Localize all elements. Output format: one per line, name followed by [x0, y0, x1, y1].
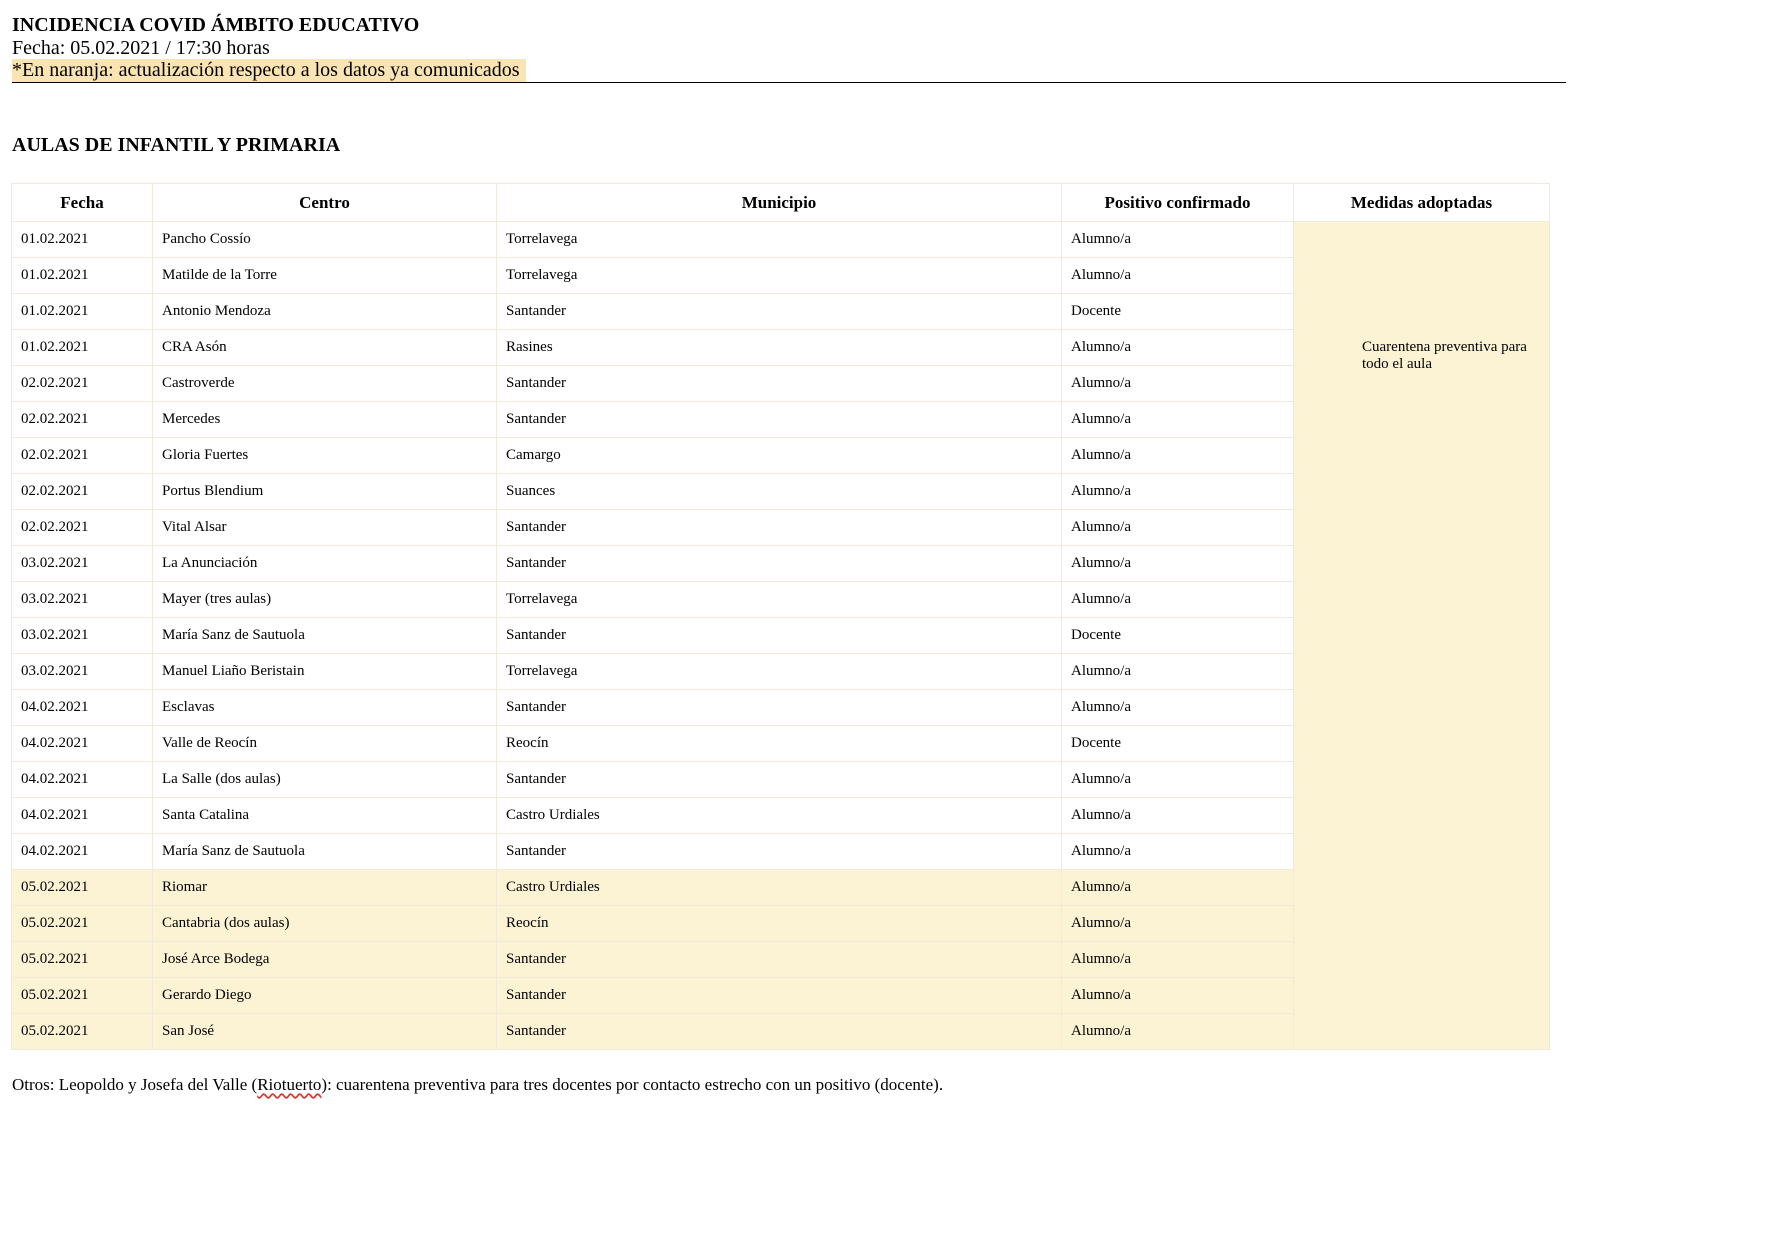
footer-prefix: Otros: Leopoldo y Josefa del Valle (: [12, 1075, 258, 1094]
cell-positivo: Alumno/a: [1062, 798, 1294, 834]
cell-positivo: Docente: [1062, 726, 1294, 762]
cell-municipio: Torrelavega: [497, 654, 1062, 690]
cell-municipio: Camargo: [497, 438, 1062, 474]
cell-positivo: Alumno/a: [1062, 906, 1294, 942]
cell-centro: Mayer (tres aulas): [153, 582, 497, 618]
cell-municipio: Santander: [497, 942, 1062, 978]
cell-municipio: Suances: [497, 474, 1062, 510]
cell-centro: Santa Catalina: [153, 798, 497, 834]
table-header-row: [12, 184, 1550, 222]
cell-fecha: 02.02.2021: [12, 438, 153, 474]
cell-positivo: Alumno/a: [1062, 546, 1294, 582]
document-header: [12, 14, 1566, 83]
cell-municipio: Santander: [497, 762, 1062, 798]
cell-fecha: 05.02.2021: [12, 870, 153, 906]
cell-positivo: Alumno/a: [1062, 978, 1294, 1014]
cell-municipio: Torrelavega: [497, 258, 1062, 294]
cell-positivo: Alumno/a: [1062, 834, 1294, 870]
cell-centro: Esclavas: [153, 690, 497, 726]
cell-centro: San José: [153, 1014, 497, 1050]
cell-municipio: Santander: [497, 690, 1062, 726]
cell-fecha: 01.02.2021: [12, 222, 153, 258]
section-title: AULAS DE INFANTIL Y PRIMARIA: [12, 134, 341, 156]
cell-centro: CRA Asón: [153, 330, 497, 366]
cell-positivo: Alumno/a: [1062, 582, 1294, 618]
cell-centro: Antonio Mendoza: [153, 294, 497, 330]
cell-municipio: Santander: [497, 618, 1062, 654]
cell-municipio: Torrelavega: [497, 582, 1062, 618]
cell-positivo: Alumno/a: [1062, 258, 1294, 294]
cell-fecha: 03.02.2021: [12, 546, 153, 582]
cell-centro: Matilde de la Torre: [153, 258, 497, 294]
cell-centro: Mercedes: [153, 402, 497, 438]
document-title: INCIDENCIA COVID ÁMBITO EDUCATIVO: [12, 14, 420, 36]
cell-fecha: 02.02.2021: [12, 402, 153, 438]
cell-positivo: Alumno/a: [1062, 942, 1294, 978]
cell-positivo: Alumno/a: [1062, 366, 1294, 402]
cell-centro: Vital Alsar: [153, 510, 497, 546]
column-header-fecha: Fecha: [12, 184, 153, 222]
cell-fecha: 05.02.2021: [12, 1014, 153, 1050]
cell-municipio: Santander: [497, 834, 1062, 870]
cell-municipio: Castro Urdiales: [497, 870, 1062, 906]
table-body: [12, 222, 1550, 1050]
cell-centro: La Salle (dos aulas): [153, 762, 497, 798]
cell-municipio: Santander: [497, 366, 1062, 402]
cell-fecha: 01.02.2021: [12, 294, 153, 330]
cell-fecha: 02.02.2021: [12, 474, 153, 510]
cell-centro: Gerardo Diego: [153, 978, 497, 1014]
cell-positivo: Alumno/a: [1062, 438, 1294, 474]
cell-centro: Riomar: [153, 870, 497, 906]
cell-fecha: 03.02.2021: [12, 654, 153, 690]
cell-fecha: 04.02.2021: [12, 726, 153, 762]
cell-fecha: 02.02.2021: [12, 366, 153, 402]
cell-municipio: Reocín: [497, 906, 1062, 942]
cell-municipio: Santander: [497, 510, 1062, 546]
incidence-table: [11, 183, 1550, 1050]
update-note: *En naranja: actualización respecto a los datos ya comunicados: [12, 59, 526, 82]
cell-municipio: Santander: [497, 546, 1062, 582]
cell-positivo: Alumno/a: [1062, 654, 1294, 690]
column-header-medidas: Medidas adoptadas: [1294, 184, 1550, 222]
cell-fecha: 03.02.2021: [12, 618, 153, 654]
cell-fecha: 01.02.2021: [12, 330, 153, 366]
cell-municipio: Torrelavega: [497, 222, 1062, 258]
cell-positivo: Alumno/a: [1062, 762, 1294, 798]
cell-positivo: Alumno/a: [1062, 1014, 1294, 1050]
cell-positivo: Alumno/a: [1062, 474, 1294, 510]
cell-municipio: Santander: [497, 294, 1062, 330]
cell-fecha: 01.02.2021: [12, 258, 153, 294]
cell-positivo: Alumno/a: [1062, 690, 1294, 726]
cell-positivo: Alumno/a: [1062, 222, 1294, 258]
cell-positivo: Alumno/a: [1062, 510, 1294, 546]
cell-municipio: Castro Urdiales: [497, 798, 1062, 834]
cell-municipio: Santander: [497, 1014, 1062, 1050]
cell-positivo: Docente: [1062, 294, 1294, 330]
cell-centro: Pancho Cossío: [153, 222, 497, 258]
cell-positivo: Docente: [1062, 618, 1294, 654]
footer-suffix: ): cuarentena preventiva para tres docentes por contacto estrecho con un positivo (docente).: [321, 1075, 944, 1094]
cell-centro: La Anunciación: [153, 546, 497, 582]
report-date: Fecha: 05.02.2021 / 17:30 horas: [12, 36, 270, 59]
cell-fecha: 05.02.2021: [12, 906, 153, 942]
cell-centro: Castroverde: [153, 366, 497, 402]
cell-centro: Portus Blendium: [153, 474, 497, 510]
cell-centro: María Sanz de Sautuola: [153, 834, 497, 870]
column-header-positivo: Positivo confirmado: [1062, 184, 1294, 222]
footer-note: [12, 1075, 943, 1095]
column-header-municipio: Municipio: [497, 184, 1062, 222]
table-row: [12, 222, 1550, 258]
cell-centro: María Sanz de Sautuola: [153, 618, 497, 654]
cell-municipio: Santander: [497, 402, 1062, 438]
cell-centro: José Arce Bodega: [153, 942, 497, 978]
column-header-centro: Centro: [153, 184, 497, 222]
cell-municipio: Reocín: [497, 726, 1062, 762]
cell-positivo: Alumno/a: [1062, 330, 1294, 366]
cell-fecha: 04.02.2021: [12, 834, 153, 870]
cell-municipio: Rasines: [497, 330, 1062, 366]
cell-fecha: 04.02.2021: [12, 690, 153, 726]
cell-centro: Cantabria (dos aulas): [153, 906, 497, 942]
cell-medidas: Cuarentena preventiva para todo el aula: [1294, 222, 1550, 1050]
cell-positivo: Alumno/a: [1062, 870, 1294, 906]
cell-fecha: 03.02.2021: [12, 582, 153, 618]
cell-fecha: 05.02.2021: [12, 942, 153, 978]
cell-fecha: 05.02.2021: [12, 978, 153, 1014]
cell-centro: Valle de Reocín: [153, 726, 497, 762]
cell-fecha: 04.02.2021: [12, 762, 153, 798]
cell-municipio: Santander: [497, 978, 1062, 1014]
update-note-line: [12, 59, 1566, 83]
cell-centro: Gloria Fuertes: [153, 438, 497, 474]
cell-centro: Manuel Liaño Beristain: [153, 654, 497, 690]
cell-fecha: 02.02.2021: [12, 510, 153, 546]
footer-place: Riotuerto: [257, 1075, 322, 1094]
cell-fecha: 04.02.2021: [12, 798, 153, 834]
cell-positivo: Alumno/a: [1062, 402, 1294, 438]
